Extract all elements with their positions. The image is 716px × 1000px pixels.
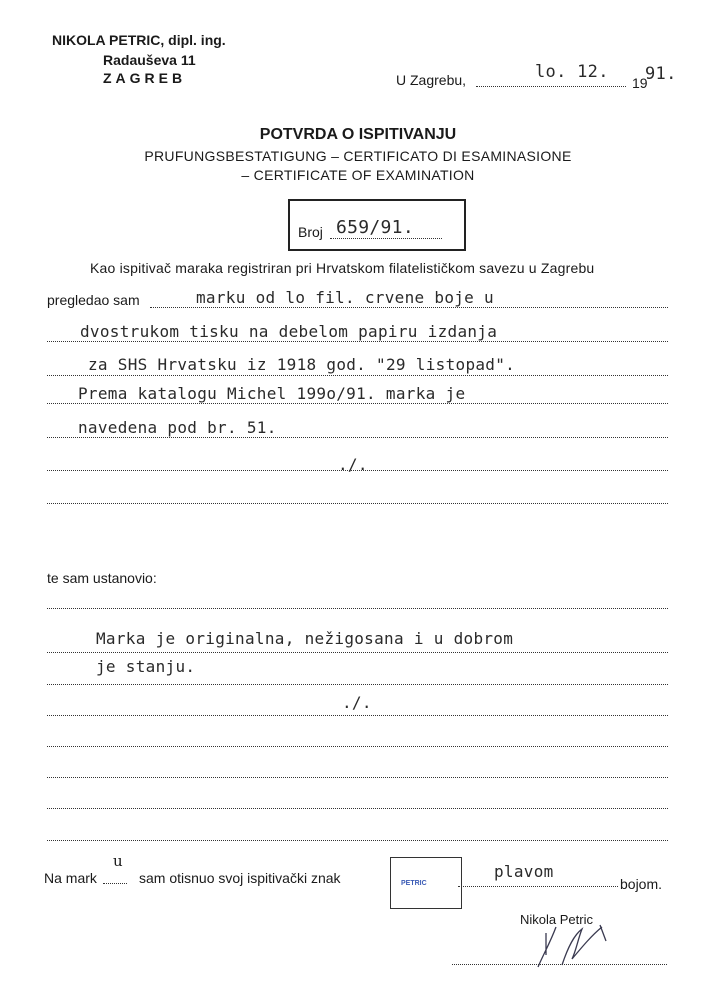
findings-line-3: ./. xyxy=(342,693,372,712)
findings-dotted-line-1 xyxy=(47,608,668,609)
examined-dotted-line-4 xyxy=(47,403,668,404)
examined-dotted-line-1 xyxy=(150,307,668,308)
findings-line-1: Marka je originalna, nežigosana i u dobrom xyxy=(96,629,514,648)
examined-dotted-line-7 xyxy=(47,503,668,504)
color-typed: plavom xyxy=(494,862,554,881)
stamp-text: PETRIC xyxy=(401,880,427,887)
signature-name: Nikola Petric xyxy=(520,912,593,927)
title-line2: PRUFUNGSBESTATIGUNG – CERTIFICATO DI ESAMINASIONE xyxy=(144,148,572,164)
date-typed: lo. 12. xyxy=(535,62,609,82)
date-dotted-line xyxy=(476,86,626,87)
findings-line-2: je stanju. xyxy=(96,657,196,676)
title-main: POTVRDA O ISPITIVANJU xyxy=(259,126,457,143)
examined-line-1: marku od lo fil. crvene boje u xyxy=(196,288,494,307)
title-line3: – CERTIFICATE OF EXAMINATION xyxy=(241,167,475,183)
handwritten-u: u xyxy=(113,852,123,870)
signature-dotted-line xyxy=(452,964,667,965)
findings-dotted-line-3 xyxy=(47,684,668,685)
intro-text: Kao ispitivač maraka registriran pri Hrvatskom filatelističkom savezu u Zagrebu xyxy=(90,260,595,276)
closing-dotted-short xyxy=(103,883,127,884)
color-dotted-line xyxy=(458,886,618,887)
number-value: 659/91. xyxy=(336,217,414,238)
examined-line-6: ./. xyxy=(338,455,368,474)
examined-dotted-line-2 xyxy=(47,341,668,342)
examined-line-2: dvostrukom tisku na debelom papiru izdanja xyxy=(80,322,498,341)
closing-suffix: bojom. xyxy=(620,876,663,892)
examined-dotted-line-3 xyxy=(47,375,668,376)
findings-label: te sam ustanovio: xyxy=(47,570,157,586)
findings-dotted-line-5 xyxy=(47,746,668,747)
year-typed: 91. xyxy=(645,64,677,84)
number-label: Broj xyxy=(298,224,323,240)
number-dotted-line xyxy=(330,238,442,239)
examined-label: pregledao sam xyxy=(47,292,140,308)
year-prefix: 19 xyxy=(632,75,648,91)
findings-dotted-line-8 xyxy=(47,840,668,841)
findings-dotted-line-2 xyxy=(47,652,668,653)
closing-prefix: Na mark xyxy=(44,870,97,886)
findings-dotted-line-4 xyxy=(47,715,668,716)
examined-line-5: navedena pod br. 51. xyxy=(78,418,277,437)
sender-name: NIKOLA PETRIC, dipl. ing. xyxy=(52,32,226,48)
sender-city: ZAGREB xyxy=(103,70,187,86)
sender-street: Radauševa 11 xyxy=(103,52,196,68)
closing-middle: sam otisnuo svoj ispitivački znak xyxy=(139,870,341,886)
examined-line-3: za SHS Hrvatsku iz 1918 god. "29 listopad". xyxy=(88,355,516,374)
findings-dotted-line-6 xyxy=(47,777,668,778)
examiner-stamp xyxy=(390,857,462,909)
place-label: U Zagrebu, xyxy=(396,72,467,88)
findings-dotted-line-7 xyxy=(47,808,668,809)
examined-dotted-line-5 xyxy=(47,437,668,438)
examined-line-4: Prema katalogu Michel 199o/91. marka je xyxy=(78,384,466,403)
